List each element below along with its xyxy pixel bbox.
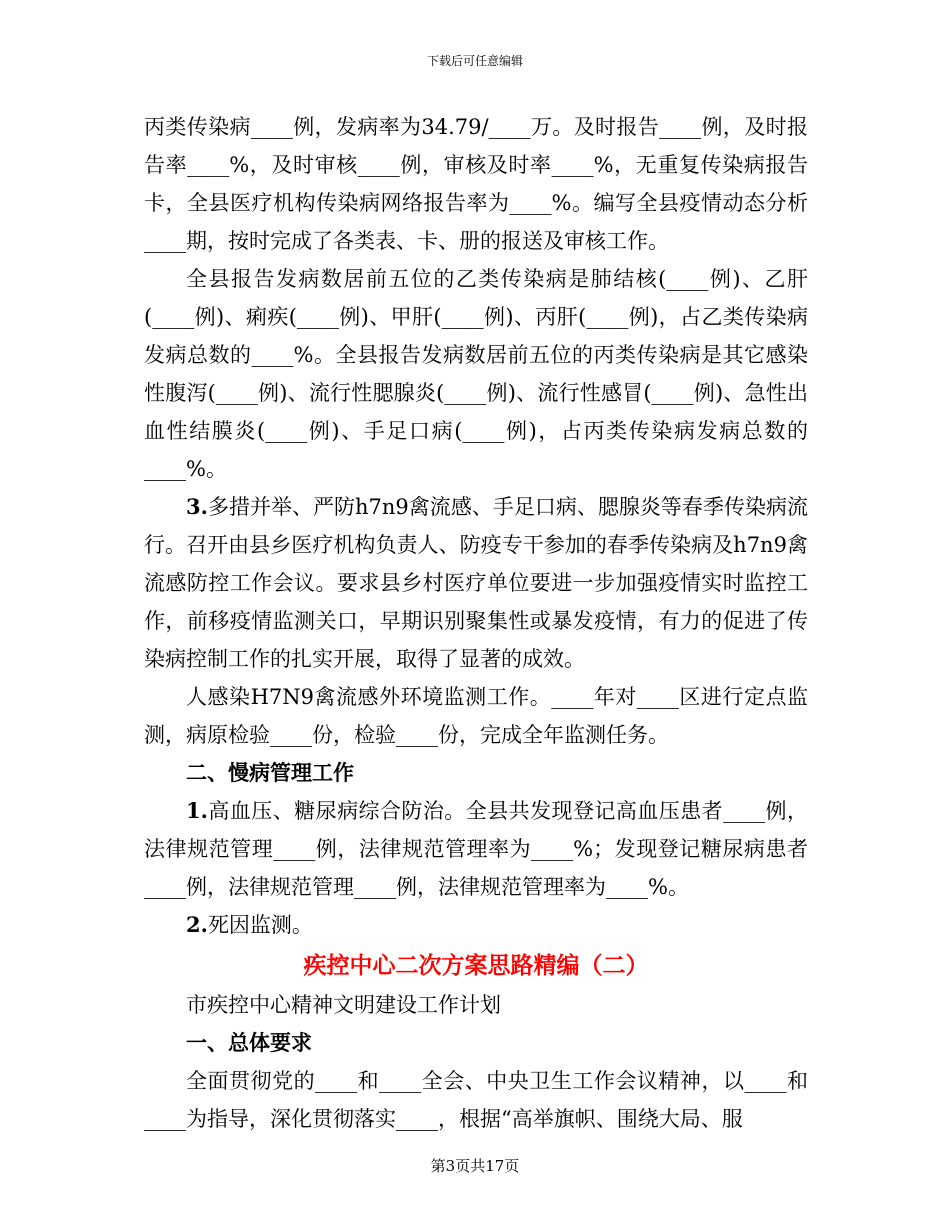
page-header-note: 下载后可任意编辑 xyxy=(426,54,523,68)
paragraph-text: 高血压、糖尿病综合防治。全县共发现登记高血压患者____例，法律规范管理____例，法律规范管理率为____%；发现登记糖尿病患者____例，法律规范管理____例，法律规范管理率为____%。 xyxy=(144,799,808,899)
page-number: 第3页共17页 xyxy=(430,1157,520,1175)
paragraph-top-five-diseases: 全县报告发病数居前五位的乙类传染病是肺结核(____例)、乙肝(____例)、痢疾(____例)、甲肝(____例)、丙肝(____例)，占乙类传染病发病总数的____%。全县报告发病数居前五位的丙类传染病是其它感染性腹泻(____例)、流行性腮腺炎(____例)、流行性感冒(____例)、急性出血性结膜炎(____例)、手足口病(____例)，占丙类传染病发病总数的____%。 xyxy=(144,267,808,481)
paragraph-text: 多措并举、严防h7n9禽流感、手足口病、腮腺炎等春季传染病流行。召开由县乡医疗机构负责人、防疫专干参加的春季传染病及h7n9禽流感防控工作会议。要求县乡村医疗单位要进一步加强疫情实时监控工作，前移疫情监测关口，早期识别聚集性或暴发疫情，有力的促进了传染病控制工作的扎实开展，取得了显著的成效。 xyxy=(144,495,808,671)
paragraph-h7n9-monitoring: 人感染H7N9禽流感外环境监测工作。____年对____区进行定点监测，病原检验____份，检验____份，完成全年监测任务。 xyxy=(144,685,808,747)
paragraph-plan-name: 市疾控中心精神文明建设工作计划 xyxy=(186,993,501,1017)
heading-chronic-disease: 二、慢病管理工作 xyxy=(186,760,354,785)
document-body xyxy=(144,108,808,1138)
paragraph-class-c-stats: 丙类传染病____例，发病率为34.79/____万。及时报告____例，及时报告率____%，及时审核____例，审核及时率____%，无重复传染病报告卡，全县医疗机构传染病网络报告率为____%。编写全县疫情动态分析____期，按时完成了各类表、卡、册的报送及审核工作。 xyxy=(144,115,808,253)
paragraph-spring-prevention xyxy=(144,488,808,678)
paragraph-text: 死因监测。 xyxy=(207,913,313,937)
heading-overall-requirements: 一、总体要求 xyxy=(186,1030,312,1055)
paragraph-hypertension-diabetes xyxy=(144,792,808,906)
paragraph-overall-requirements: 全面贯彻党的____和____全会、中央卫生工作会议精神，以____和____为指导，深化贯彻落实____，根据“高举旗帜、围绕大局、服 xyxy=(144,1069,808,1131)
paragraph-death-monitoring xyxy=(144,906,808,944)
list-number: 2. xyxy=(186,912,208,937)
list-number: 3. xyxy=(186,494,208,519)
list-number: 1. xyxy=(186,798,208,823)
section-title: 疾控中心二次方案思路精编（二） xyxy=(303,953,649,979)
